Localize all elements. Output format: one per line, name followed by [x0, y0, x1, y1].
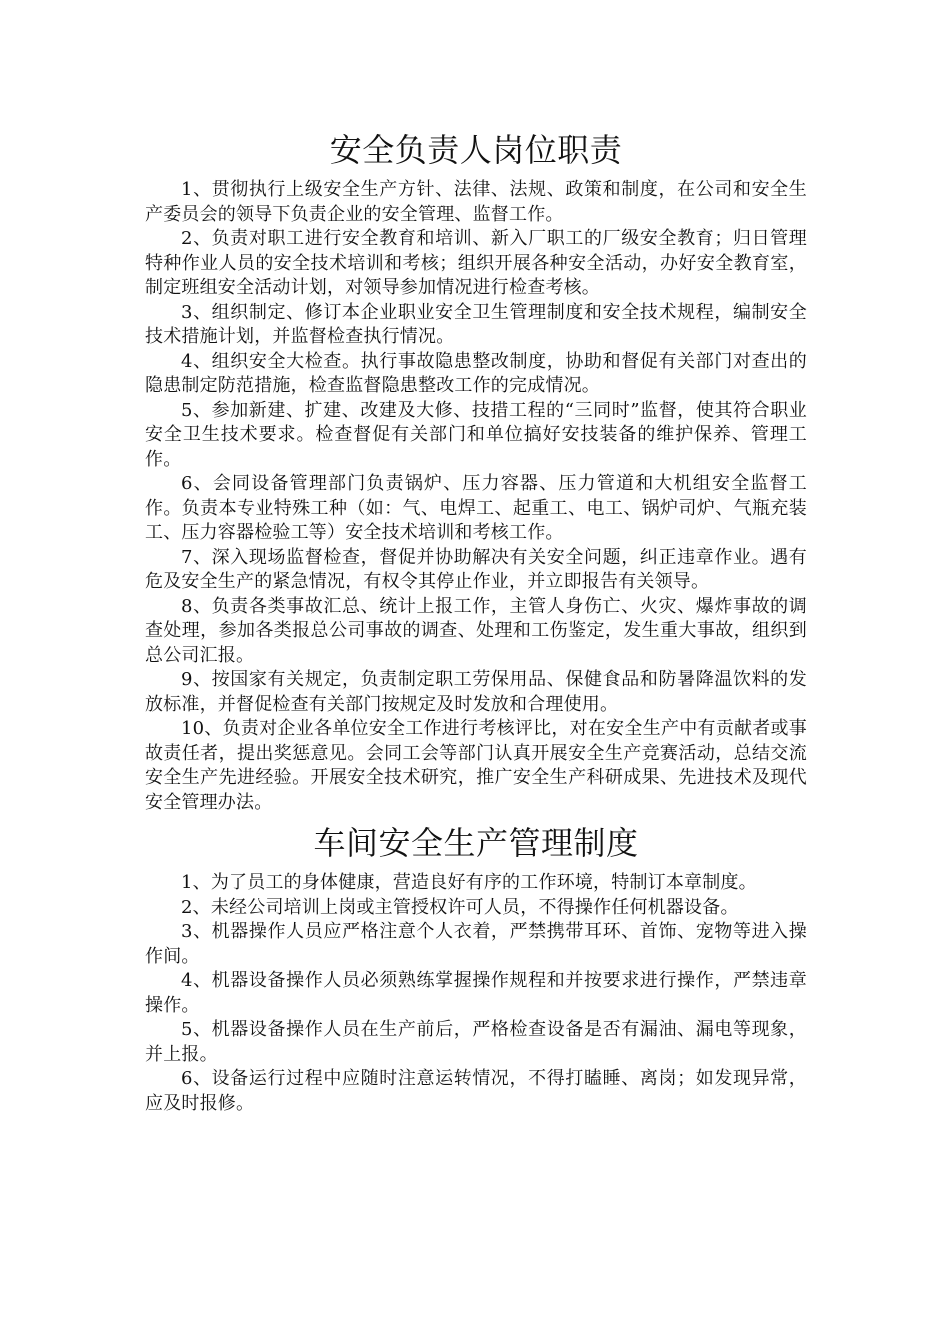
paragraph: 3、组织制定、修订本企业职业安全卫生管理制度和安全技术规程，编制安全技术措施计划，并监督检查执行情况。	[145, 301, 807, 347]
section-safety-officer-duties	[145, 122, 807, 815]
section-title: 安全负责人岗位职责	[329, 131, 623, 169]
paragraph: 6、会同设备管理部门负责锅炉、压力容器、压力管道和大机组安全监督工作。负责本专业特殊工种（如：气、电焊工、起重工、电工、锅炉司炉、气瓶充装工、压力容器检验工等）安全技术培训和考核工作。	[145, 473, 807, 543]
paragraph: 8、负责各类事故汇总、统计上报工作，主管人身伤亡、火灾、爆炸事故的调查处理，参加各类报总公司事故的调查、处理和工伤鉴定，发生重大事故，组织到总公司汇报。	[145, 595, 807, 666]
paragraph: 7、深入现场监督检查，督促并协助解决有关安全问题，纠正违章作业。遇有危及安全生产的紧急情况，有权令其停止作业，并立即报告有关领导。	[145, 546, 807, 592]
paragraph: 5、参加新建、扩建、改建及大修、技措工程的“三同时”监督，使其符合职业安全卫生技术要求。检查督促有关部门和单位搞好安技装备的维护保养、管理工作。	[145, 399, 807, 470]
paragraph: 1、贯彻执行上级安全生产方针、法律、法规、政策和制度，在公司和安全生产委员会的领导下负责企业的安全管理、监督工作。	[145, 179, 807, 225]
paragraph: 4、机器设备操作人员必须熟练掌握操作规程和并按要求进行操作，严禁违章操作。	[145, 970, 807, 1016]
paragraph: 3、机器操作人员应严格注意个人衣着，严禁携带耳环、首饰、宠物等进入操作间。	[145, 921, 807, 967]
section-workshop-safety-rules	[145, 815, 807, 1116]
paragraph: 1、为了员工的身体健康，营造良好有序的工作环境，特制订本章制度。	[181, 872, 757, 893]
paragraph: 5、机器设备操作人员在生产前后，严格检查设备是否有漏油、漏电等现象，并上报。	[145, 1019, 807, 1065]
paragraph: 2、负责对职工进行安全教育和培训、新入厂职工的厂级安全教育；归日管理特种作业人员的安全技术培训和考核；组织开展各种安全活动，办好安全教育室，制定班组安全活动计划，对领导参加情况进行检查考核。	[145, 228, 807, 298]
paragraph: 6、设备运行过程中应随时注意运转情况，不得打瞌睡、离岗；如发现异常，应及时报修。	[145, 1068, 807, 1114]
paragraph: 2、未经公司培训上岗或主管授权许可人员，不得操作任何机器设备。	[181, 896, 739, 918]
document-body	[145, 122, 807, 1116]
paragraph: 4、组织安全大检查。执行事故隐患整改制度，协助和督促有关部门对查出的隐患制定防范措施，检查监督隐患整改工作的完成情况。	[145, 350, 807, 396]
section-title: 车间安全生产管理制度	[313, 824, 639, 862]
paragraph: 9、按国家有关规定，负责制定职工劳保用品、保健食品和防暑降温饮料的发放标准，并督促检查有关部门按规定及时发放和合理使用。	[145, 669, 807, 715]
paragraph: 10、负责对企业各单位安全工作进行考核评比，对在安全生产中有贡献者或事故责任者，提出奖惩意见。会同工会等部门认真开展安全生产竞赛活动，总结交流安全生产先进经验。开展安全技术研究，推广安全生产科研成果、先进技术及现代安全管理办法。	[145, 718, 807, 813]
